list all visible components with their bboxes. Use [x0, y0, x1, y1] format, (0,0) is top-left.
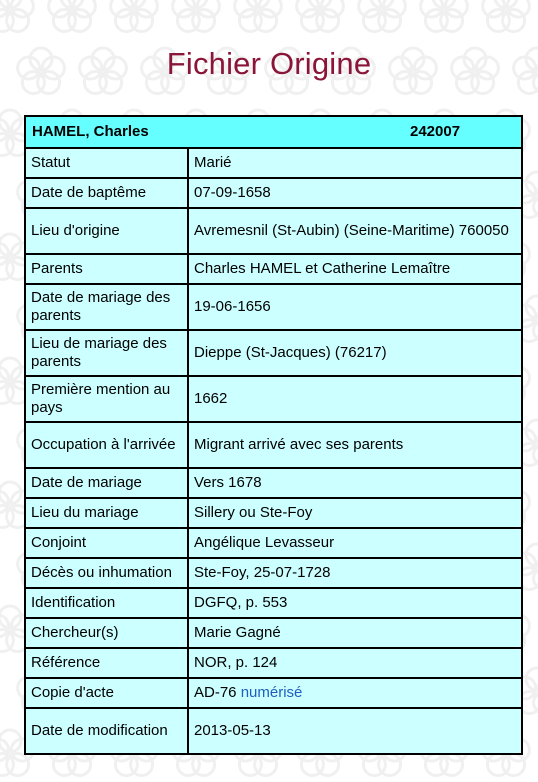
row-value: [188, 376, 522, 422]
row-value-text: AD-76: [194, 684, 241, 701]
row-value-text: Avremesnil (St-Aubin) (Seine-Maritime) 760050: [194, 222, 509, 239]
flower-icon: [235, 0, 282, 32]
row-value-text: Marié: [194, 154, 232, 171]
table-row: [25, 528, 522, 558]
table-row: [25, 678, 522, 708]
row-value: [188, 148, 522, 178]
flower-icon: [421, 0, 468, 32]
person-name: HAMEL, Charles: [32, 123, 149, 140]
row-value-text: 1662: [194, 390, 228, 407]
row-label: Date de mariage: [25, 468, 188, 498]
row-value: [188, 648, 522, 678]
row-value-text: DGFQ, p. 553: [194, 594, 288, 611]
row-value: [188, 528, 522, 558]
table-row: [25, 708, 522, 754]
row-label: Référence: [25, 648, 188, 678]
row-value: [188, 208, 522, 254]
row-label: Première mention au pays: [25, 376, 188, 422]
table-row: [25, 254, 522, 284]
row-value-text: 07-09-1658: [194, 184, 271, 201]
row-label: Date de baptême: [25, 178, 188, 208]
page-title: Fichier Origine: [166, 46, 372, 81]
row-value-text: 19-06-1656: [194, 298, 271, 315]
table-row: [25, 376, 522, 422]
flower-icon: [173, 0, 220, 32]
flower-icon: [483, 0, 530, 32]
row-value-text: Sillery ou Ste-Foy: [194, 504, 313, 521]
row-value: [188, 618, 522, 648]
row-value: [188, 588, 522, 618]
row-value-text: Ste-Foy, 25-07-1728: [194, 564, 331, 581]
row-label: Lieu du mariage: [25, 498, 188, 528]
table-row: [25, 558, 522, 588]
row-label: Identification: [25, 588, 188, 618]
row-label: Date de mariage des parents: [25, 284, 188, 330]
row-label: Copie d'acte: [25, 678, 188, 708]
row-value-text: Dieppe (St-Jacques) (76217): [194, 344, 387, 361]
digitized-act-link[interactable]: numérisé: [240, 684, 303, 701]
record-header-row: [25, 116, 522, 148]
table-row: [25, 468, 522, 498]
row-label: Lieu de mariage des parents: [25, 330, 188, 376]
row-value-text: NOR, p. 124: [194, 654, 278, 671]
table-row: [25, 618, 522, 648]
row-label: Chercheur(s): [25, 618, 188, 648]
row-value: [188, 422, 522, 468]
record-header-cell: [25, 116, 522, 148]
row-value: [188, 284, 522, 330]
row-value: [188, 678, 522, 708]
table-row: [25, 284, 522, 330]
table-row: [25, 588, 522, 618]
row-label: Statut: [25, 148, 188, 178]
table-row: [25, 208, 522, 254]
flower-icon: [0, 0, 33, 32]
flower-icon: [297, 0, 344, 32]
row-value-text: Vers 1678: [194, 474, 262, 491]
table-row: [25, 178, 522, 208]
table-row: [25, 648, 522, 678]
row-value: [188, 254, 522, 284]
row-value: [188, 558, 522, 588]
flower-icon: [359, 0, 406, 32]
flower-icon: [111, 0, 158, 32]
table-row: [25, 330, 522, 376]
row-label: Occupation à l'arrivée: [25, 422, 188, 468]
row-value-text: 2013-05-13: [194, 722, 271, 739]
person-id: 242007: [410, 123, 461, 140]
row-label: Lieu d'origine: [25, 208, 188, 254]
row-value: [188, 708, 522, 754]
row-value-text: Marie Gagné: [194, 624, 281, 641]
row-label: Décès ou inhumation: [25, 558, 188, 588]
row-value: [188, 330, 522, 376]
row-value-text: Charles HAMEL et Catherine Lemaître: [194, 260, 451, 277]
row-value-text: Angélique Levasseur: [194, 534, 335, 551]
row-label: Conjoint: [25, 528, 188, 558]
table-row: [25, 498, 522, 528]
row-label: Parents: [25, 254, 188, 284]
row-value: [188, 498, 522, 528]
row-value: [188, 178, 522, 208]
table-row: [25, 422, 522, 468]
record-table: [24, 115, 523, 755]
table-row: [25, 148, 522, 178]
row-value-text: Migrant arrivé avec ses parents: [194, 436, 404, 453]
flower-icon: [49, 0, 96, 32]
row-label: Date de modification: [25, 708, 188, 754]
row-value: [188, 468, 522, 498]
